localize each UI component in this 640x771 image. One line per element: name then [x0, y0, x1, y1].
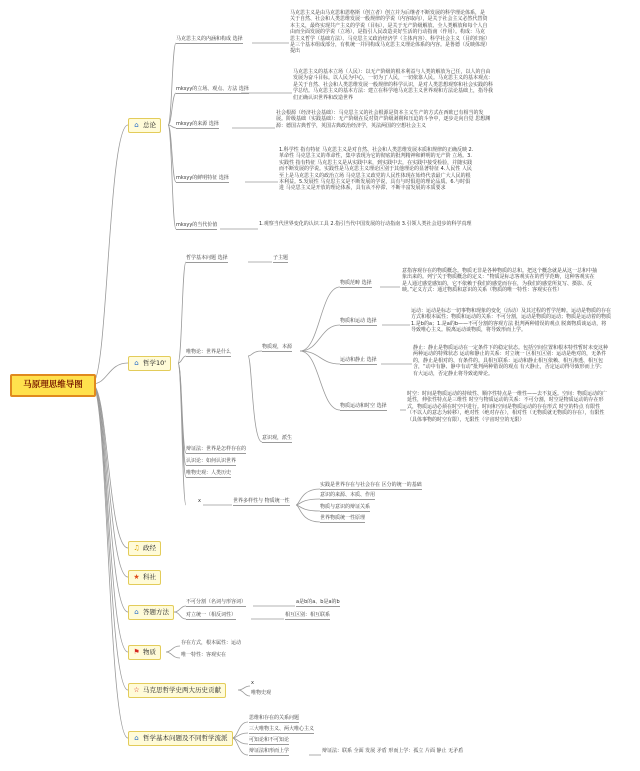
unity-item[interactable]: 意识的来源、本质、作用	[320, 492, 375, 500]
overview-item[interactable]: mksyy的立场、观点、方法 选择	[176, 86, 249, 94]
matter-view[interactable]: 物质观，本源	[262, 344, 292, 352]
overview-item-detail: 社会根源（经济社会基础）：马克思主义的社会根源是资本主义生产的方式在西欧已有相当的发展。阶级基础（实践基础）：无产阶级在反对资产阶级剥削和压迫的斗争中，逐步走向自觉 思想渊源：德国古典哲学，英国古典政治经济学，英法两国的空想社会主义	[276, 110, 491, 129]
philosophy-materialism[interactable]: 唯物论：世界是什么	[186, 349, 231, 357]
unity-item[interactable]: 物质与意识的辩证关系	[320, 504, 370, 512]
matter-item-detail: 静止：静止是物质运动在一定条件下的稳定状态。包括空间位置和根本特性暂时未变这种两种运动的特殊状态 运动和静止的关系：对立统一 区相互区别：运动是绝对的，无条件的，静止是相对的、有条件的。具相互联系：运动和静止相互依赖、相互渗透、相互包含，“动中有静、静中有动”批判两种错误的观点 有大静止，否定运动得导致形而上学；有大运动，否定静止将导致诡辩论。	[413, 345, 609, 377]
philosophy-x[interactable]: x	[198, 498, 201, 504]
section-philosophy[interactable]	[128, 356, 171, 371]
section-socialism-label: 科社	[143, 573, 156, 581]
bell-icon: ♫	[133, 544, 140, 552]
house-icon: ⌂	[134, 121, 139, 129]
overview-item-detail: 1.科学性 指有特征 马克思主义是对自然、社会和人类思维发展本质和规律的正确反映 2.革命性 马克思主义的革命性，集中表现为它的彻底的批判精神和鲜明的无产阶 立场。3.实践性 指有特征 马克思主义是从实践中来，到实践中去，在实践中接受检验，并随实践而不断发展的学说。实践性是马克思主义理论区别于其他理论的显著特征 4.人民性 人民至上是马克思主义的政治立场 马克思主义政党的人民性体现在始终代表最广大人民的根本利益。5.发展性 马克思主义是不断发展的学说，具有与时俱进的理论品质。6.与时俱进 马克思主义是开放的理论体系，具有从不停滞、不断丰富发展的本质要求	[279, 147, 474, 192]
basic-question-item[interactable]: 三大唯物主义、两大唯心主义	[249, 726, 314, 734]
house-icon: ⌂	[134, 734, 139, 742]
section-matter-label: 物质	[143, 648, 156, 656]
matter-item[interactable]: 运动和静止 选择	[340, 357, 377, 365]
matter-item[interactable]: 物质范畴 选择	[340, 280, 372, 288]
unity-node[interactable]: 世界多样性与 物质统一性	[233, 498, 290, 506]
basic-question-detail: 辩证法：联系 全面 发展 矛盾 形而上学：孤立 片面 静止 无矛盾	[322, 748, 464, 754]
overview-item-detail: 1.观察当代世界变化的认识工具 2.指引当代中国发展的行动指南 3.引领人类社会进步的科学真理	[259, 221, 472, 227]
section-history-label: 马克思哲学史两大历史贡献	[143, 686, 221, 694]
star-outline-icon: ☆	[133, 686, 140, 694]
overview-item[interactable]: mksyy的来源 选择	[176, 121, 219, 129]
philosophy-basic-problem[interactable]: 哲学基本问题 选择	[186, 255, 228, 263]
matter-item-detail: 时空：时间是物质运动的持续性、顺序性特点是一维性——去不复返。空间：物质运动的广延性，伸张性特点是三维性 时空与物质运动的关系：不可分割，时空是物质运动的存在形式，物质运动必须在时空中进行。时间和空间是物质运动的存在形式 时空的特点 有限性（不以人的意志为转移），绝对性（绝对存在），相对性（无物质就无物质的存在），有限性（具体事物的时空有限），无限性（宇宙时空的无限）	[407, 391, 608, 423]
unity-item[interactable]: 世界物质统一性原理	[320, 515, 365, 523]
section-basic-questions[interactable]	[128, 731, 233, 746]
overview-item[interactable]: mksyy的鲜明特征 选择	[176, 175, 229, 183]
overview-item-detail: 马克思主义的基本立场（人民）：以无产阶级的根本利益与人类的解放为己任，以人的自由发展为奋斗目标。以人民为中心，一切为了人民，一切依靠人民。马克思主义的基本观点：是关于自然、社会和人类思维发展一般规律的科学认识，是对人类思想观察和社会实践的科学总结。马克思主义的基本方法：建立在科学地马克思主义世界观和方法论基础上，指导我们正确认识世界和改造世界	[293, 69, 494, 101]
answer-method-value[interactable]: 相互区别：相互联系	[285, 612, 330, 620]
basic-question-item[interactable]: 辩证法和形而上学	[249, 748, 289, 756]
philosophy-dialectics[interactable]: 辩证法：世界是怎样存在的	[186, 446, 246, 454]
section-overview[interactable]	[128, 118, 161, 133]
section-matter[interactable]	[128, 645, 161, 660]
house-icon: ⌂	[134, 359, 139, 367]
section-philosophy-label: 哲学10'	[143, 359, 167, 367]
consciousness-view[interactable]: 意识观，派生	[262, 435, 292, 443]
matter-item[interactable]: 物质和运动 选择	[340, 318, 377, 326]
section-basic-questions-label: 哲学基本问题及不同哲学流派	[143, 734, 228, 742]
section-answer-method[interactable]	[128, 605, 174, 620]
basic-question-item[interactable]: 可知论和不可知论	[249, 737, 289, 745]
matter-item-detail: 意指客观存在的物质概念。物质无非是各种物质的总和。把这个概念就是从这一总和中抽象出来的。列宁关于物质概念的定义：“物质是标志客观实在的哲学范畴，这种客观实在是人通过感觉感知的，它不依赖于我们的感觉而存在，为我们的感觉所复写、摄影、反映。”定义方式：通过物质和意识的关系（物质的唯一特性：客观实在性）	[402, 268, 598, 294]
answer-method-item[interactable]: 对立统一（相反词性）	[186, 612, 236, 620]
overview-item-detail: 马克思主义是由马克思和恩格斯（创立者）创立并为后继者不断发展的科学理论体系，是关于自然、社会和人类思维发展一般规律的学说（内容取向），是关于社会主义必然代替资本主义，最终实现共产主义的学说（目标），是关于无产阶级解放、全人类解放和每个人自由而全面发展的学说（立场），是指引人民改造美好生活的行动指南（作用）。构成：马克思主义哲学（基础方法）、马克思主义政治经济学（主体内容）、科学社会主义（目的归宿）是三个基本组成部分，有机统一并同构成马克思主义理论体系的内容。是鲁德（反映体现）提出	[290, 10, 488, 55]
basic-question-item[interactable]: 思维和存在的关系问题	[249, 715, 299, 723]
answer-method-item[interactable]: 不可分割（名词与形容词）	[186, 599, 246, 607]
history-item[interactable]: x	[251, 680, 254, 686]
section-socialism[interactable]	[128, 570, 161, 585]
section-politics-label: 政经	[143, 544, 156, 552]
section-answer-method-label: 答题方法	[143, 608, 169, 616]
section-history[interactable]	[128, 683, 226, 698]
section-politics[interactable]	[128, 541, 161, 556]
answer-method-value[interactable]: a是b的a、b是a的b	[296, 599, 340, 607]
philosophy-historical[interactable]: 唯物史观：人类历史	[186, 470, 231, 478]
flag-icon: ⚑	[133, 648, 140, 656]
section-overview-label: 总论	[143, 121, 156, 129]
history-item[interactable]: 唯物史观	[251, 690, 272, 696]
matter-item[interactable]: 存在方式，根本属性：运动	[181, 640, 242, 646]
philosophy-basic-problem-answer[interactable]: 子主题	[273, 255, 288, 263]
philosophy-epistemology[interactable]: 认识论：如何认识世界	[186, 458, 236, 466]
unity-item[interactable]: 实践是世界存在与社会存在 区分的统一的基础	[320, 482, 422, 490]
house-icon: ⌂	[134, 608, 139, 616]
star-icon: ★	[133, 573, 140, 581]
overview-item[interactable]: 马克思主义的内涵和构成 选择	[176, 36, 243, 44]
root-topic[interactable]: 马原理思维导图	[10, 374, 96, 397]
overview-item[interactable]: mksyy的当代价值	[176, 222, 217, 230]
matter-item[interactable]: 物质运动和时空 选择	[340, 403, 387, 411]
matter-item[interactable]: 唯一特性：客观实在	[181, 652, 227, 658]
matter-item-detail: 运动：运动是标志一切事物和现象的变化（活动）及其过程的哲学范畴。运动是物质的存在方式和根本属性；物质和运动的关系：不可分割，运动是物质的运动；物质是运动着的物质 1.是b的a；1.是a的b——不可分割的客观方法 批判两种错误的观点 脱离物质谈运动，将导致唯心主义。脱离运动谈物质，将导致形而上学。	[411, 308, 612, 334]
